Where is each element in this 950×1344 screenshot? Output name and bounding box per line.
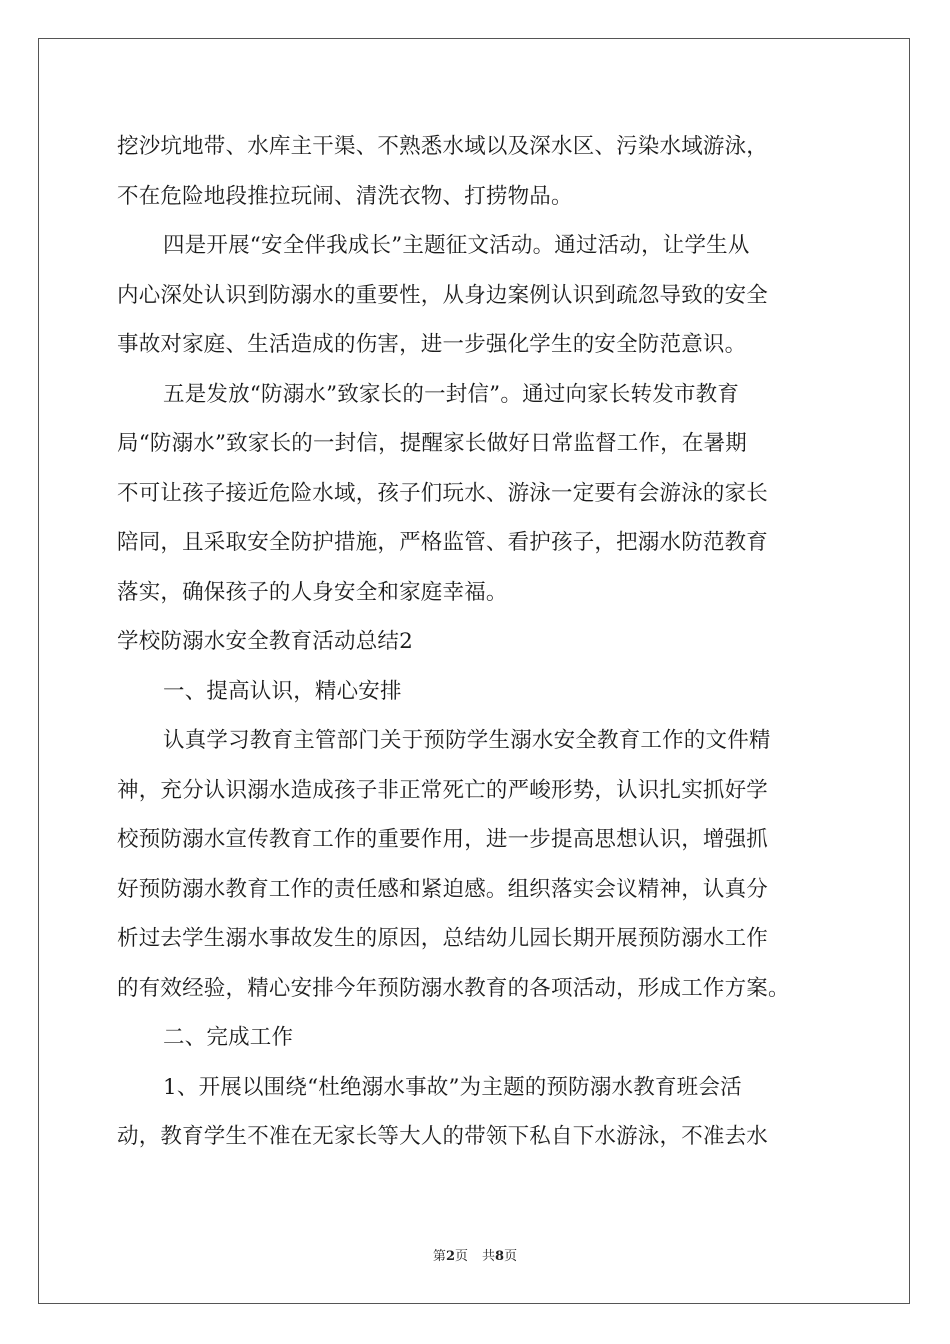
- text-line-21: 动，教育学生不准在无家长等大人的带领下私自下水游泳，不准去水: [117, 1124, 769, 1149]
- text-line-3: 四是开展“安全伴我成长”主题征文活动。通过活动，让学生从: [163, 233, 750, 258]
- text-line-6: 五是发放“防溺水”致家长的一封信”。通过向家长转发市教育: [163, 381, 740, 407]
- text-line-17: 析过去学生溺水事故发生的原因，总结幼儿园长期开展预防溺水工作: [117, 926, 769, 951]
- footer-page-prefix: 第: [432, 1249, 446, 1264]
- text-line-18: 的有效经验，精心安排今年预防溺水教育的各项活动，形成工作方案。: [117, 975, 790, 1001]
- text-line-15: 校预防溺水宣传教育工作的重要作用，进一步提高思想认识，增强抓: [117, 827, 769, 852]
- text-line-10: 落实，确保孩子的人身安全和家庭幸福。: [117, 579, 508, 605]
- text-line-9: 陪同，且采取安全防护措施，严格监管、看护孩子，把溺水防范教育: [117, 530, 769, 555]
- text-line-8: 不可让孩子接近危险水域，孩子们玩水、游泳一定要有会游泳的家长: [117, 480, 769, 506]
- text-line-2: 不在危险地段推拉玩闹、清洗衣物、打捞物品。: [117, 183, 573, 209]
- footer-page-number: 2: [445, 1249, 455, 1264]
- text-line-1: 挖沙坑地带、水库主干渠、不熟悉水域以及深水区、污染水域游泳，: [117, 134, 769, 159]
- text-line-14: 神，充分认识溺水造成孩子非正常死亡的严峻形势，认识扎实抓好学: [117, 777, 769, 803]
- page-footer: [0, 1245, 950, 1264]
- document-body: [117, 122, 837, 1162]
- footer-total-prefix: 共: [482, 1249, 496, 1264]
- footer-total-pages: 8: [495, 1249, 505, 1264]
- text-line-13: 认真学习教育主管部门关于预防学生溺水安全教育工作的文件精: [163, 728, 771, 753]
- text-line-20: 1、开展以围绕“杜绝溺水事故”为主题的预防溺水教育班会活: [163, 1074, 742, 1100]
- footer-page-suffix: 页: [454, 1249, 468, 1264]
- text-line-7: 局“防溺水”致家长的一封信，提醒家长做好日常监督工作，在暑期: [117, 431, 747, 456]
- text-line-16: 好预防溺水教育工作的责任感和紧迫感。组织落实会议精神，认真分: [117, 876, 769, 902]
- text-line-4: 内心深处认识到防溺水的重要性，从身边案例认识到疏忽导致的安全: [117, 282, 769, 308]
- subheading-2: 二、完成工作: [163, 1025, 294, 1050]
- footer-total-suffix: 页: [504, 1249, 518, 1264]
- section-title: 学校防溺水安全教育活动总结2: [117, 629, 413, 654]
- subheading-1: 一、提高认识，精心安排: [163, 678, 402, 704]
- text-line-5: 事故对家庭、生活造成的伤害，进一步强化学生的安全防范意识。: [117, 332, 747, 357]
